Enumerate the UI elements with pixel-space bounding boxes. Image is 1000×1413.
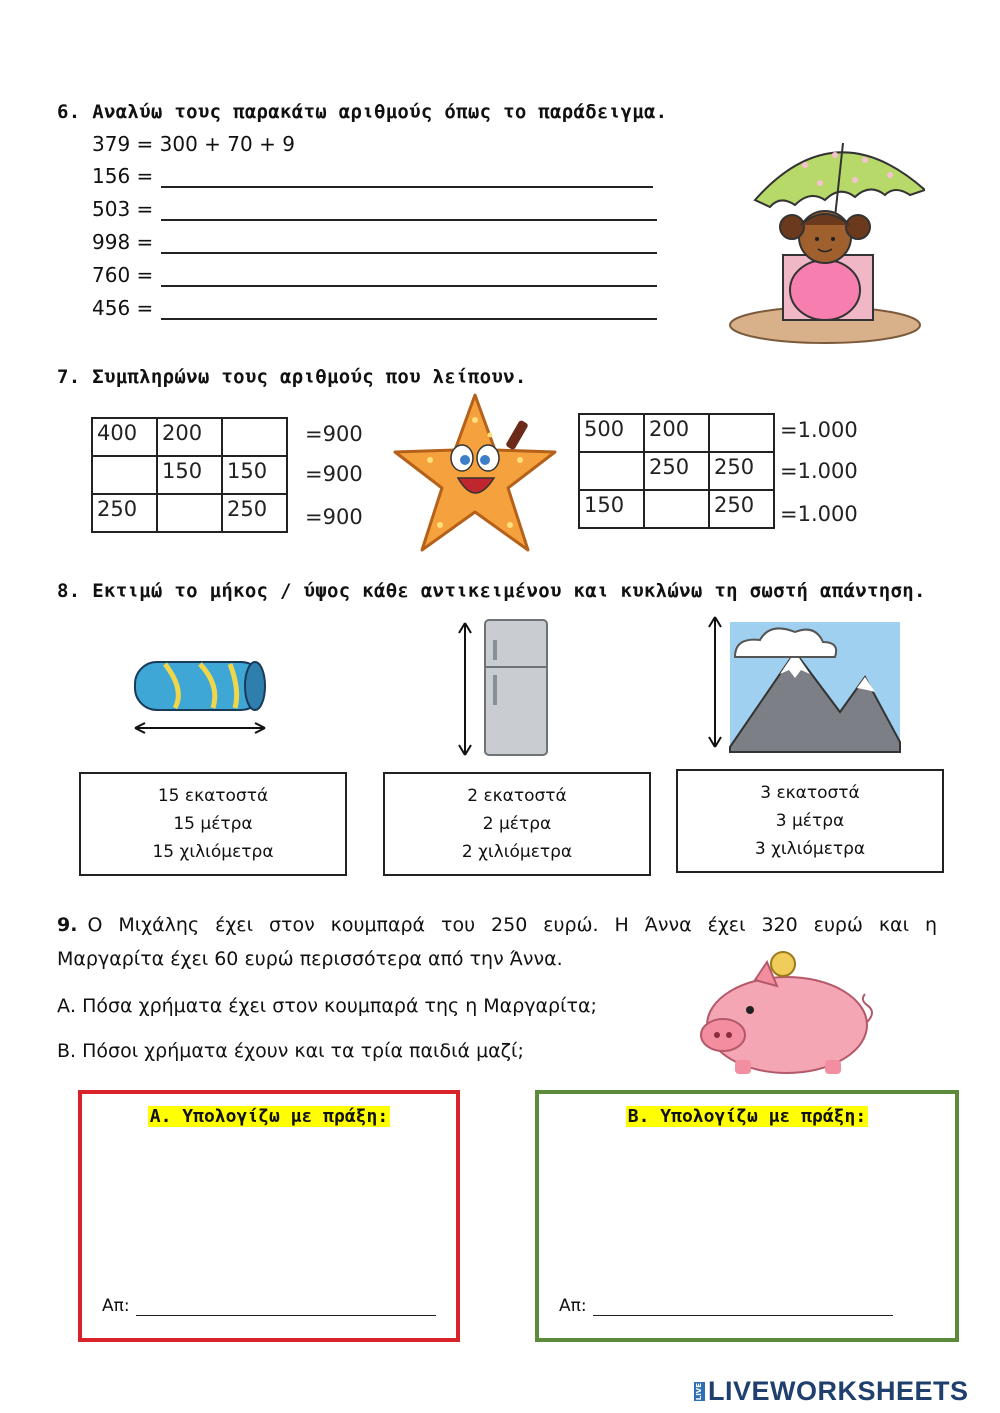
- row-sum: =1.000: [780, 418, 858, 442]
- q9-problem-text: Ο Μιχάλης έχει στον κουμπαρά του 250 ευρώ. Η Άννα έχει 320 ευρώ και η: [87, 914, 937, 936]
- row-sum: =900: [305, 505, 363, 529]
- mountain-illustration: [705, 612, 905, 757]
- q6-answer-line[interactable]: [161, 300, 657, 320]
- grid-cell: 500: [579, 414, 644, 452]
- q9-number: 9.: [57, 914, 78, 936]
- q8-heading: 8. Εκτιμώ το μήκος / ύψος κάθε αντικειμένου και κυκλώνω τη σωστή απάντηση.: [57, 580, 926, 602]
- grid-cell-blank[interactable]: [92, 456, 157, 494]
- grid-cell-blank[interactable]: [709, 414, 774, 452]
- liveworksheets-logo: [694, 1376, 969, 1407]
- grid-cell-blank[interactable]: [222, 418, 287, 456]
- q6-row: [92, 197, 657, 221]
- option-box-pencil-case: [79, 772, 347, 876]
- answer-row-a: [102, 1296, 436, 1316]
- q6-row-label: 456 =: [92, 296, 154, 320]
- row-sum: =1.000: [780, 502, 858, 526]
- q9-question-b: Β. Πόσοι χρήματα έχουν και τα τρία παιδιά μαζί;: [57, 1040, 524, 1062]
- q6-heading: 6. Αναλύω τους παρακάτω αριθμούς όπως το παράδειγμα.: [57, 101, 668, 123]
- girl-umbrella-illustration: [725, 125, 925, 345]
- grid-cell-blank[interactable]: [157, 494, 222, 532]
- grid-cell: 250: [222, 494, 287, 532]
- q6-answer-line[interactable]: [161, 168, 653, 188]
- calc-box-b-title: Β. Υπολογίζω με πράξη:: [627, 1106, 867, 1127]
- grid-row: [579, 490, 774, 528]
- calc-box-b-title-wrap: [539, 1106, 955, 1127]
- grid-cell: 150: [222, 456, 287, 494]
- q6-answer-line[interactable]: [161, 201, 657, 221]
- grid-cell: 150: [157, 456, 222, 494]
- grid-cell: 400: [92, 418, 157, 456]
- answer-row-b: [559, 1296, 893, 1316]
- q6-row: [92, 296, 657, 320]
- q6-row: [92, 263, 657, 287]
- option-cm[interactable]: 15 εκατοστά: [157, 786, 269, 806]
- grid-row: [92, 418, 287, 456]
- number-grid-900: [91, 417, 288, 533]
- q7-heading: 7. Συμπληρώνω τους αριθμούς που λείπουν.: [57, 366, 527, 388]
- piggy-bank-illustration: [695, 950, 880, 1080]
- q9-question-a: Α. Πόσα χρήματα έχει στον κουμπαρά της η Μαργαρίτα;: [57, 995, 597, 1017]
- option-km[interactable]: 15 χιλιόμετρα: [152, 842, 274, 862]
- q6-row-label: 503 =: [92, 197, 154, 221]
- calc-box-a-title-wrap: [82, 1106, 456, 1127]
- answer-line-b[interactable]: [593, 1301, 893, 1316]
- grid-cell: 150: [579, 490, 644, 528]
- q6-row-label: 998 =: [92, 230, 154, 254]
- option-m[interactable]: 3 μέτρα: [775, 811, 845, 831]
- grid-cell: 200: [157, 418, 222, 456]
- option-box-mountain: [676, 769, 944, 873]
- row-sum: =1.000: [780, 459, 858, 483]
- option-cm[interactable]: 3 εκατοστά: [760, 783, 860, 803]
- option-km[interactable]: 2 χιλιόμετρα: [461, 842, 573, 862]
- grid-cell: 250: [709, 452, 774, 490]
- q9-problem-line-1: [57, 914, 937, 936]
- grid-row: [92, 456, 287, 494]
- grid-cell: 250: [644, 452, 709, 490]
- calc-box-a: [78, 1090, 460, 1342]
- grid-cell: 250: [709, 490, 774, 528]
- calc-box-b: [535, 1090, 959, 1342]
- row-sum: =900: [305, 462, 363, 486]
- answer-label: Απ:: [102, 1296, 130, 1316]
- grid-row: [92, 494, 287, 532]
- q6-answer-line[interactable]: [161, 234, 657, 254]
- q6-example: 379 = 300 + 70 + 9: [92, 132, 295, 156]
- logo-text: LIVEWORKSHEETS: [708, 1376, 969, 1406]
- q6-row: [92, 230, 657, 254]
- pencil-case-illustration: [125, 650, 275, 740]
- q6-row-label: 156 =: [92, 164, 154, 188]
- grid-cell: 250: [92, 494, 157, 532]
- calc-box-a-title: Α. Υπολογίζω με πράξη:: [149, 1106, 389, 1127]
- option-box-fridge: [383, 772, 651, 876]
- number-grid-1000: [578, 413, 775, 529]
- logo-badge: [694, 1382, 705, 1401]
- grid-row: [579, 414, 774, 452]
- grid-row: [579, 452, 774, 490]
- fridge-illustration: [455, 615, 555, 760]
- q6-row: [92, 164, 653, 188]
- grid-cell-blank[interactable]: [644, 490, 709, 528]
- answer-label: Απ:: [559, 1296, 587, 1316]
- grid-cell-blank[interactable]: [579, 452, 644, 490]
- option-cm[interactable]: 2 εκατοστά: [467, 786, 567, 806]
- row-sum: =900: [305, 422, 363, 446]
- grid-cell: 200: [644, 414, 709, 452]
- logo-badge-text: LIVE: [695, 1382, 703, 1401]
- option-m[interactable]: 15 μέτρα: [173, 814, 253, 834]
- q6-answer-line[interactable]: [161, 267, 657, 287]
- q9-problem-line-2: Μαργαρίτα έχει 60 ευρώ περισσότερα από την Άννα.: [57, 948, 563, 970]
- option-m[interactable]: 2 μέτρα: [482, 814, 552, 834]
- option-km[interactable]: 3 χιλιόμετρα: [754, 839, 866, 859]
- answer-line-a[interactable]: [136, 1301, 436, 1316]
- q6-row-label: 760 =: [92, 263, 154, 287]
- starfish-illustration: [390, 390, 560, 560]
